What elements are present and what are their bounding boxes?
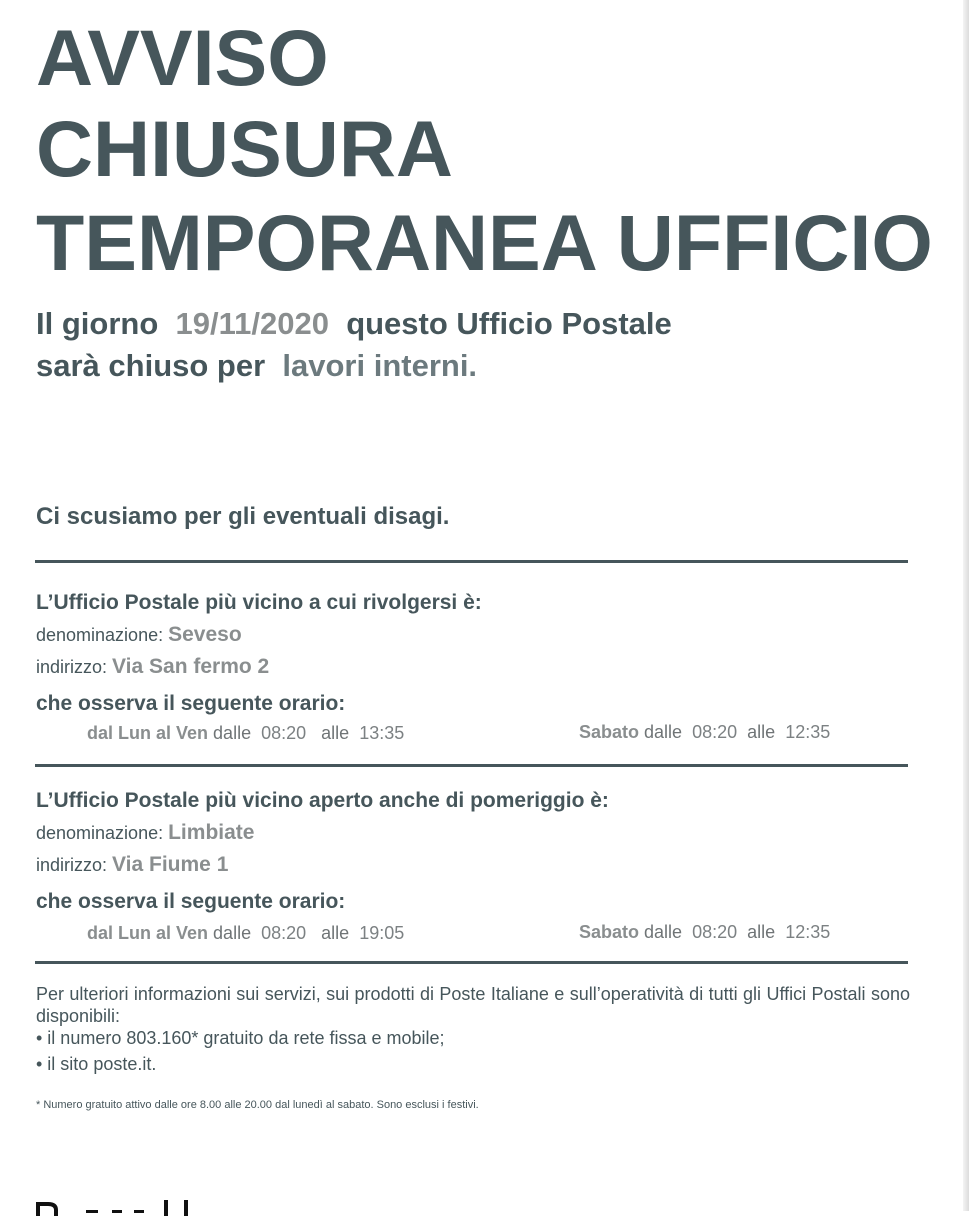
office-2-saturday-label: Sabato — [579, 922, 640, 942]
intro-line2-prefix: sarà chiuso per — [36, 348, 266, 383]
info-bullet-website: • il sito poste.it. — [36, 1054, 157, 1074]
office-2-weekday-to: 19:05 — [359, 923, 405, 943]
intro-line-2 — [36, 348, 477, 384]
office-1-weekday-from: 08:20 — [261, 723, 307, 743]
office-1-address: Via San fermo 2 — [112, 655, 270, 678]
office-2-saturday-to: 12:35 — [785, 922, 831, 942]
page-edge-shadow — [963, 0, 969, 1211]
office-2-address-label: indirizzo: — [36, 855, 108, 875]
office-1-weekday-to: 13:35 — [359, 723, 405, 743]
divider-1 — [35, 560, 908, 563]
office-1-weekday-to-word: alle — [321, 723, 350, 743]
office-1-saturday-from-word: dalle — [644, 722, 683, 742]
title-line-1: AVVISO — [36, 13, 329, 102]
closure-date: 19/11/2020 — [175, 306, 329, 341]
footnote: * Numero gratuito attivo dalle ore 8.00 alle 20.00 dal lunedì al sabato. Sono esclusi i festivi. — [36, 1099, 479, 1111]
divider-2 — [35, 764, 908, 767]
office-1-weekday-hours — [87, 723, 404, 744]
title-line-2: CHIUSURA — [36, 104, 453, 193]
office-2-weekday-label: dal Lun al Ven — [87, 923, 209, 943]
title-line-3: TEMPORANEA UFFICIO — [36, 198, 933, 287]
office-1-name: Seveso — [168, 623, 242, 646]
office-2-saturday-from-word: dalle — [644, 922, 683, 942]
office-2-weekday-to-word: alle — [321, 923, 350, 943]
office-2-weekday-from-word: dalle — [213, 923, 252, 943]
intro-line-1 — [36, 306, 672, 342]
closure-reason: lavori interni. — [282, 348, 478, 383]
apology-text: Ci scusiamo per gli eventuali disagi. — [36, 503, 450, 530]
document-code-fragment — [755, 1206, 845, 1211]
office-1-saturday-from: 08:20 — [692, 722, 738, 742]
office-1-name-label: denominazione: — [36, 625, 164, 645]
divider-3 — [35, 961, 908, 964]
intro-suffix: questo Ufficio Postale — [346, 306, 672, 341]
office-1-hours-heading: che osserva il seguente orario: — [36, 692, 346, 715]
office-2-weekday-hours — [87, 923, 404, 944]
office-1-saturday-hours — [579, 722, 830, 743]
info-paragraph: Per ulteriori informazioni sui servizi, sui prodotti di Poste Italiane e sull’operatività di tutti gli Uffici Postali sono disponibili: — [36, 984, 910, 1026]
office-2-saturday-hours — [579, 922, 830, 943]
office-2-name-row — [36, 821, 254, 845]
office-2-name-label: denominazione: — [36, 823, 164, 843]
office-2-heading: L’Ufficio Postale più vicino aperto anche di pomeriggio è: — [36, 789, 609, 812]
poste-logo-fragment — [36, 1196, 196, 1216]
office-1-saturday-to: 12:35 — [785, 722, 831, 742]
office-2-saturday-from: 08:20 — [692, 922, 738, 942]
office-1-address-label: indirizzo: — [36, 657, 108, 677]
office-2-hours-heading: che osserva il seguente orario: — [36, 890, 346, 913]
office-1-weekday-from-word: dalle — [213, 723, 252, 743]
info-bullet-phone: • il numero 803.160* gratuito da rete fissa e mobile; — [36, 1028, 445, 1048]
office-2-weekday-from: 08:20 — [261, 923, 307, 943]
office-2-saturday-to-word: alle — [747, 922, 776, 942]
office-1-saturday-label: Sabato — [579, 722, 640, 742]
office-1-address-row — [36, 655, 269, 679]
office-1-weekday-label: dal Lun al Ven — [87, 723, 209, 743]
office-1-heading: L’Ufficio Postale più vicino a cui rivolgersi è: — [36, 591, 482, 614]
office-2-address-row — [36, 853, 228, 877]
office-2-name: Limbiate — [168, 821, 255, 844]
office-2-address: Via Fiume 1 — [112, 853, 229, 876]
office-1-saturday-to-word: alle — [747, 722, 776, 742]
intro-prefix: Il giorno — [36, 306, 159, 341]
office-1-name-row — [36, 623, 242, 647]
